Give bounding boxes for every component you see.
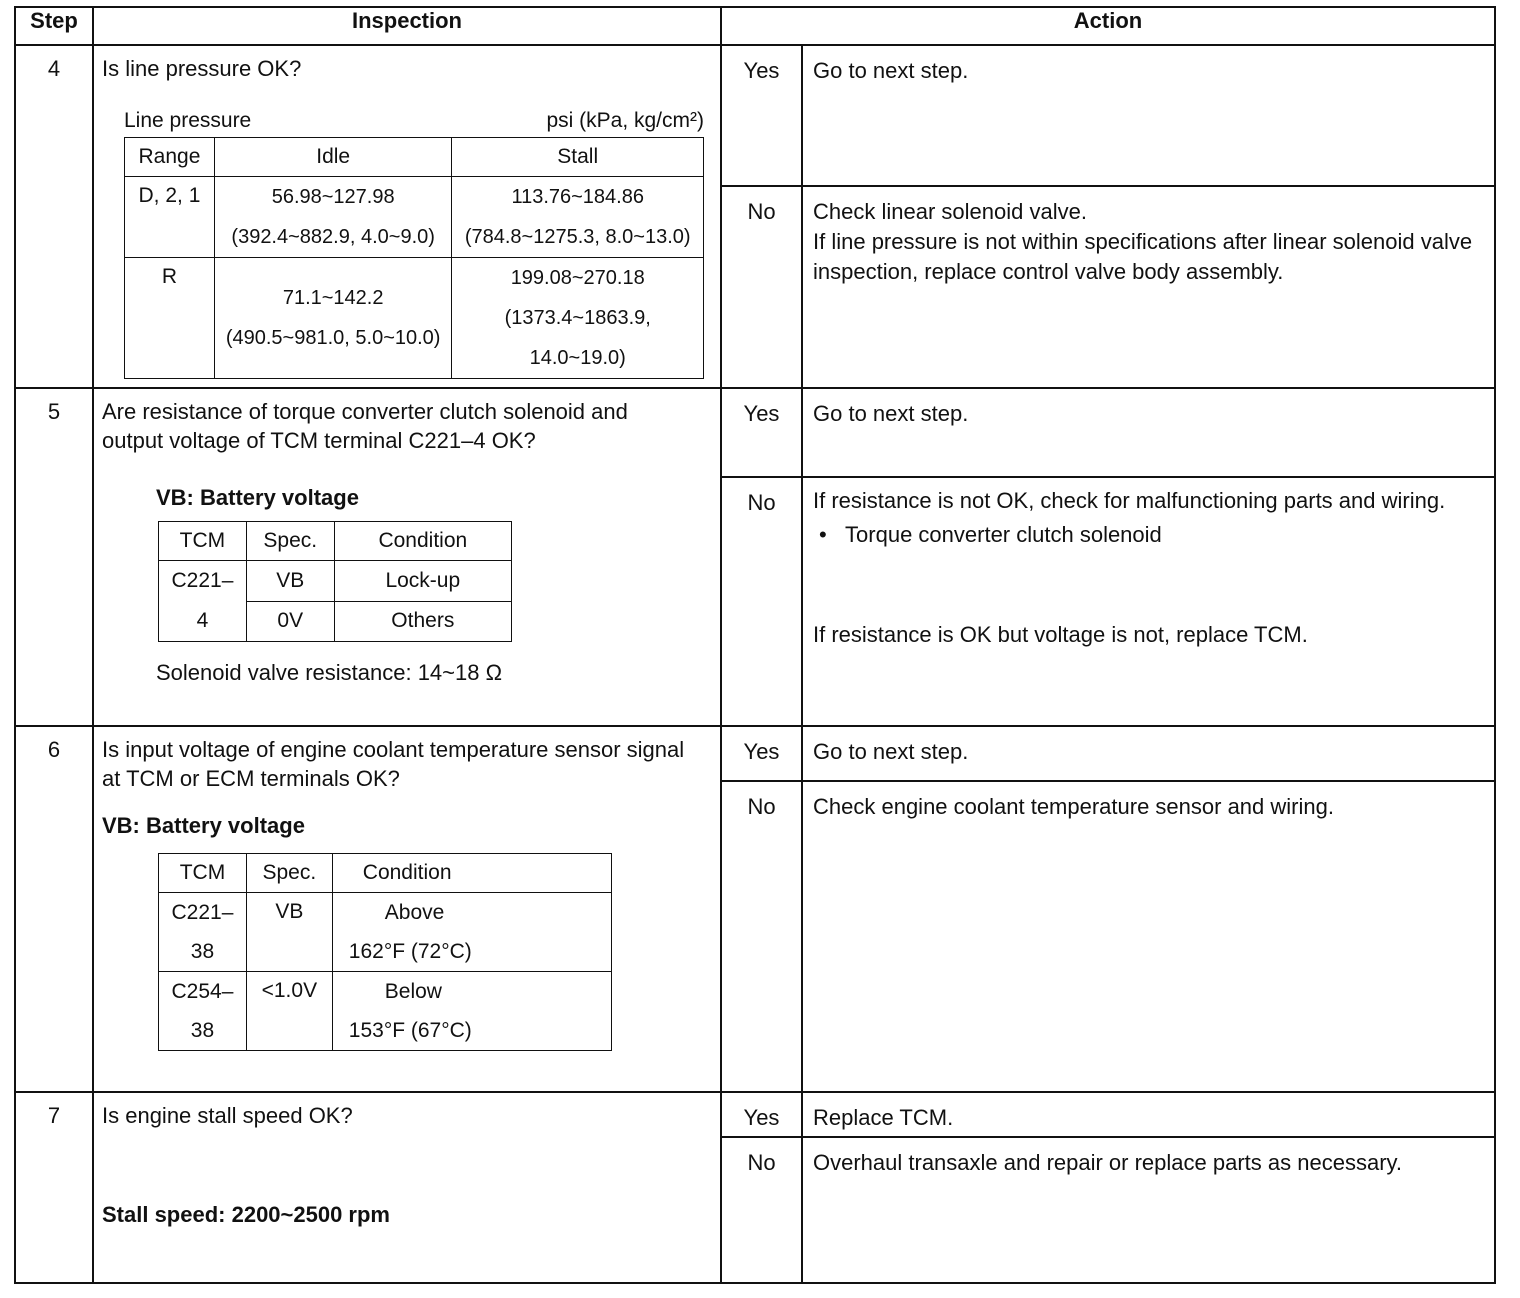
bullet-icon: • bbox=[819, 522, 846, 547]
step-4-yes-label: Yes bbox=[722, 46, 802, 186]
col-idle: Idle bbox=[214, 138, 452, 177]
no-action-line: If line pressure is not within specifications after linear solenoid valve inspection, replace control valve body assembly. bbox=[813, 229, 1473, 284]
step-7-yes-action: Replace TCM. bbox=[813, 1105, 954, 1130]
condition-cell bbox=[332, 972, 611, 1051]
vb-label: VB: Battery voltage bbox=[102, 813, 305, 838]
col-range: Range bbox=[125, 138, 215, 177]
col-tcm: TCM bbox=[159, 522, 247, 561]
header-action: Action bbox=[721, 7, 1495, 45]
step-6-yes-label: Yes bbox=[722, 727, 802, 781]
condition-cell bbox=[332, 893, 611, 972]
condition-line: Above bbox=[384, 901, 445, 924]
step-7-yes-row bbox=[722, 1093, 1494, 1137]
step-5-inspection bbox=[93, 388, 721, 726]
step-4-row bbox=[15, 45, 1495, 388]
vb-label: VB: Battery voltage bbox=[156, 485, 359, 510]
step-5-no-action bbox=[802, 477, 1494, 725]
step-6-no-label: No bbox=[722, 781, 802, 1091]
step-7-no-label: No bbox=[722, 1137, 802, 1282]
step-5-question: Are resistance of torque converter clutch solenoid and output voltage of TCM terminal C221–4 OK? bbox=[102, 399, 628, 453]
step-5-actions bbox=[721, 388, 1495, 726]
header-row bbox=[15, 7, 1495, 45]
condition-cell: Lock-up bbox=[334, 561, 511, 602]
no-action-line: Check linear solenoid valve. bbox=[813, 199, 1087, 224]
step-4-no-action bbox=[802, 186, 1494, 387]
step-7-number: 7 bbox=[15, 1092, 93, 1283]
stall-kpa: (1373.4~1863.9, 14.0~19.0) bbox=[504, 307, 651, 369]
stall-psi: 199.08~270.18 bbox=[510, 267, 645, 289]
table-row bbox=[125, 258, 704, 379]
step-4-inspection bbox=[93, 45, 721, 388]
stall-psi: 113.76~184.86 bbox=[511, 186, 644, 208]
terminal-line: 38 bbox=[190, 940, 215, 963]
step-5-number: 5 bbox=[15, 388, 93, 726]
tcm-terminal bbox=[159, 893, 247, 972]
idle-kpa: (490.5~981.0, 5.0~10.0) bbox=[225, 327, 441, 349]
tcm-table bbox=[158, 521, 512, 642]
idle-psi: 71.1~142.2 bbox=[282, 287, 384, 309]
spec-cell: 0V bbox=[246, 601, 334, 642]
table-row bbox=[159, 561, 512, 602]
step-7-actions bbox=[721, 1092, 1495, 1283]
bullet-item bbox=[813, 520, 1484, 550]
step-5-yes-row bbox=[722, 389, 1494, 477]
range-cell: D, 2, 1 bbox=[125, 177, 215, 258]
resistance-spec: Solenoid valve resistance: 14~18 Ω bbox=[156, 660, 503, 685]
line-pressure-table bbox=[124, 137, 704, 379]
step-5-row bbox=[15, 388, 1495, 726]
step-7-question: Is engine stall speed OK? bbox=[102, 1103, 353, 1128]
spec-cell: VB bbox=[246, 893, 332, 972]
terminal-line: C221– bbox=[171, 901, 234, 924]
condition-line: Below bbox=[384, 980, 442, 1003]
condition-line: 162°F (72°C) bbox=[348, 940, 472, 963]
line-pressure-title: Line pressure bbox=[124, 109, 252, 132]
condition-line: 153°F (67°C) bbox=[348, 1019, 472, 1042]
table-row bbox=[125, 177, 704, 258]
col-condition: Condition bbox=[334, 522, 511, 561]
step-5-no-row bbox=[722, 477, 1494, 725]
step-6-actions bbox=[721, 726, 1495, 1092]
step-6-question: Is input voltage of engine coolant temperature sensor signal at TCM or ECM terminals OK? bbox=[102, 737, 685, 791]
table-row bbox=[159, 972, 612, 1051]
step-4-no-row bbox=[722, 186, 1494, 387]
step-5-yes-action: Go to next step. bbox=[813, 401, 969, 426]
spec-cell: VB bbox=[246, 561, 334, 602]
col-stall: Stall bbox=[452, 138, 704, 177]
col-tcm: TCM bbox=[159, 854, 247, 893]
stall-kpa: (784.8~1275.3, 8.0~13.0) bbox=[464, 226, 691, 248]
step-4-actions bbox=[721, 45, 1495, 388]
table-row bbox=[159, 893, 612, 972]
step-5-no-label: No bbox=[722, 477, 802, 725]
bullet-text: Torque converter clutch solenoid bbox=[845, 522, 1162, 547]
step-4-question: Is line pressure OK? bbox=[102, 56, 302, 81]
header-step: Step bbox=[15, 7, 93, 45]
step-7-no-action: Overhaul transaxle and repair or replace parts as necessary. bbox=[802, 1137, 1494, 1282]
troubleshooting-table bbox=[14, 6, 1496, 1284]
stall-speed-spec: Stall speed: 2200~2500 rpm bbox=[102, 1202, 390, 1227]
tcm-terminal bbox=[159, 972, 247, 1051]
terminal-line: 38 bbox=[190, 1019, 215, 1042]
terminal-line: C254– bbox=[171, 980, 234, 1003]
step-6-inspection bbox=[93, 726, 721, 1092]
step-5-yes-label: Yes bbox=[722, 389, 802, 477]
tcm-terminal bbox=[159, 561, 247, 642]
idle-cell bbox=[214, 258, 452, 379]
idle-kpa: (392.4~882.9, 4.0~9.0) bbox=[231, 226, 435, 248]
idle-cell bbox=[214, 177, 452, 258]
stall-cell bbox=[452, 177, 704, 258]
no-action-line: If resistance is OK but voltage is not, replace TCM. bbox=[813, 622, 1308, 647]
col-spec: Spec. bbox=[246, 854, 332, 893]
header-inspection: Inspection bbox=[93, 7, 721, 45]
step-6-yes-action: Go to next step. bbox=[813, 739, 969, 764]
step-4-number: 4 bbox=[15, 45, 93, 388]
step-6-yes-row bbox=[722, 727, 1494, 781]
line-pressure-units: psi (kPa, kg/cm²) bbox=[546, 109, 704, 132]
step-4-yes-row bbox=[722, 46, 1494, 186]
step-7-row bbox=[15, 1092, 1495, 1283]
stall-cell bbox=[452, 258, 704, 379]
step-7-no-row bbox=[722, 1137, 1494, 1282]
col-spec: Spec. bbox=[246, 522, 334, 561]
terminal-line: C221– bbox=[171, 569, 234, 592]
step-4-no-label: No bbox=[722, 186, 802, 387]
idle-psi: 56.98~127.98 bbox=[271, 186, 395, 208]
no-action-line: If resistance is not OK, check for malfunctioning parts and wiring. bbox=[813, 488, 1446, 513]
step-6-row bbox=[15, 726, 1495, 1092]
step-7-yes-label: Yes bbox=[722, 1093, 802, 1137]
step-4-yes-action: Go to next step. bbox=[813, 58, 969, 83]
step-6-no-action: Check engine coolant temperature sensor and wiring. bbox=[802, 781, 1494, 1091]
step-6-no-row bbox=[722, 781, 1494, 1091]
step-6-number: 6 bbox=[15, 726, 93, 1092]
tcm-table bbox=[158, 853, 612, 1051]
col-condition: Condition bbox=[332, 854, 611, 893]
condition-cell: Others bbox=[334, 601, 511, 642]
spec-cell: <1.0V bbox=[246, 972, 332, 1051]
step-7-inspection bbox=[93, 1092, 721, 1283]
range-cell: R bbox=[125, 258, 215, 379]
terminal-line: 4 bbox=[196, 609, 209, 632]
